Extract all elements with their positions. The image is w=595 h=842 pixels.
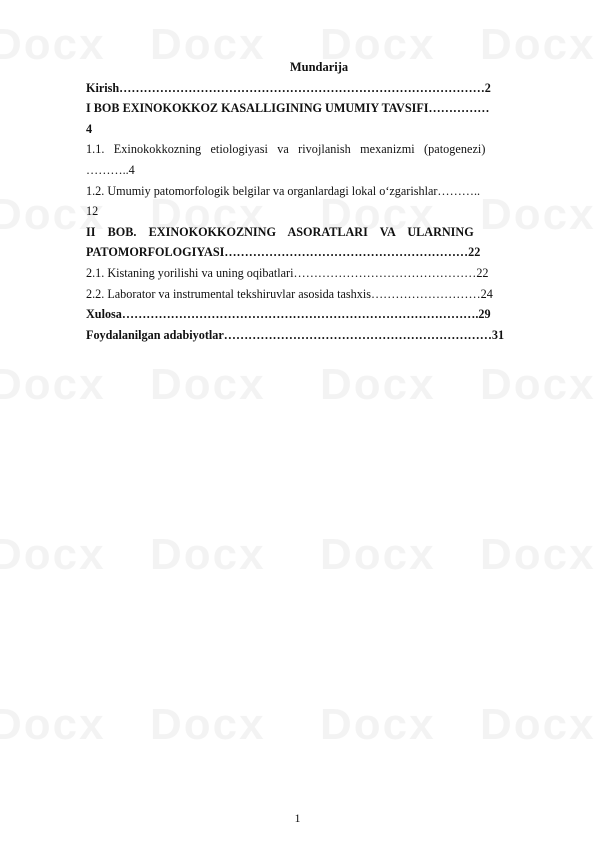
toc-entry-line: 4 <box>86 121 93 136</box>
page-title: Mundarija <box>289 60 349 74</box>
toc-entry-line: I BOB EXINOKOKKOZ KASALLIGINING UMUMIY TAVSIFI…………… <box>86 101 490 116</box>
toc-entry-section-2-2 <box>86 284 552 305</box>
toc-entry-line: II BOB. EXINOKOKKOZNING ASORATLARI VA ULARNING <box>86 224 474 239</box>
toc-entry-line: Kirish………………………………………………………………………………2 <box>86 80 491 95</box>
toc-entry-section-1-2 <box>86 181 552 222</box>
toc-entry-line: Foydalanilgan adabiyotlar…………………………………………………………31 <box>86 327 505 342</box>
toc-entry-line: 2.2. Laborator va instrumental tekshiruvlar asosida tashxis………………………24 <box>86 286 493 301</box>
toc-entry-line: ………..4 <box>86 162 135 177</box>
toc-entry-line: PATOMORFOLOGIYASI……………………………………………………22 <box>86 245 481 260</box>
toc-entry-references <box>86 325 552 346</box>
toc-entry-chapter-1 <box>86 98 552 139</box>
toc-entry-xulosa <box>86 304 552 325</box>
toc-entry-line: 1.1. Exinokokkozning etiologiyasi va rivojlanish mexanizmi (patogenezi) <box>86 142 486 157</box>
toc-entry-line: 12 <box>86 204 99 219</box>
toc-entry-line: 1.2. Umumiy patomorfologik belgilar va organlardagi lokal o‘zgarishlar……….. <box>86 183 481 198</box>
toc-entry-line: Xulosa…………………………………………………………………………….29 <box>86 307 491 322</box>
toc-entry-kirish <box>86 78 552 99</box>
toc-entry-section-1-1 <box>86 139 552 180</box>
toc-entry-chapter-2 <box>86 222 552 263</box>
toc-entry-line: 2.1. Kistaning yorilishi va uning oqibatlari………………………………………22 <box>86 265 489 280</box>
table-of-contents <box>86 57 552 345</box>
page-number: 1 <box>294 811 301 825</box>
toc-entry-section-2-1 <box>86 263 552 284</box>
